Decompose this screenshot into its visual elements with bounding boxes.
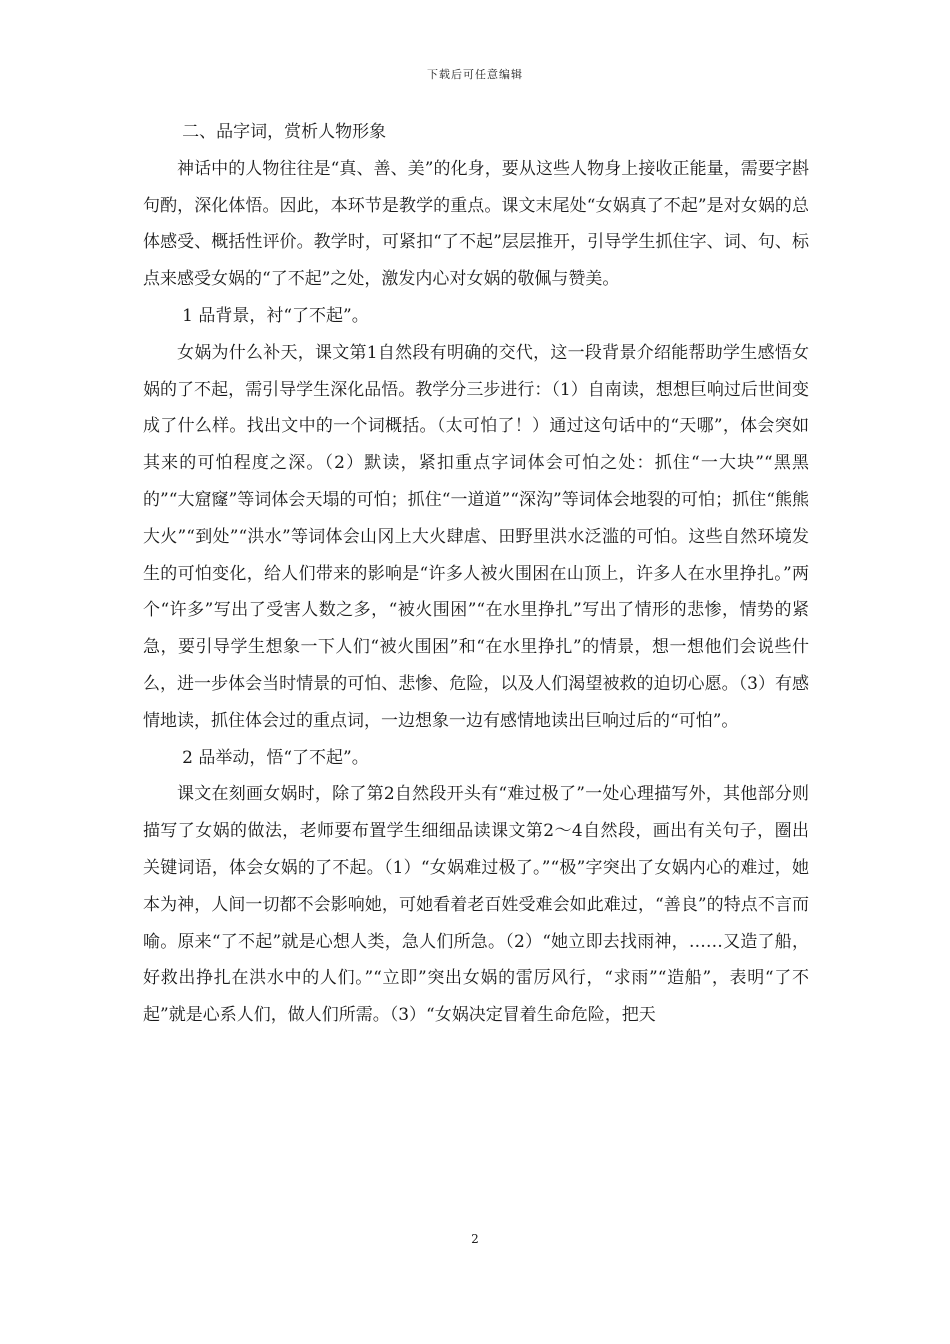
document-body (143, 114, 809, 1034)
section-heading: 二、品字词，赏析人物形象 (182, 122, 387, 142)
paragraph: 课文在刻画女娲时，除了第2自然段开头有“难过极了”一处心理描写外，其他部分则描写了女娲的做法，老师要布置学生细细品读课文第2～4自然段，画出有关句子，圈出关键词语，体会女娲的了不起。（1）“女娲难过极了。”“极”字突出了女娲内心的难过，她本为神，人间一切都不会影响她，可她看着老百姓受难会如此难过，“善良”的特点不言而喻。原来“了不起”就是心想人类，急人们所急。（2）“她立即去找雨神，……又造了船，好救出挣扎在洪水中的人们。”“立即”突出女娲的雷厉风行，“求雨”“造船”，表明“了不起”就是心系人们，做人们所需。（3）“女娲决定冒着生命危险，把天 (143, 784, 809, 1026)
paragraph: 神话中的人物往往是“真、善、美”的化身，要从这些人物身上接收正能量，需要字斟句酌，深化体悟。因此，本环节是教学的重点。课文末尾处“女娲真了不起”是对女娲的总体感受、概括性评价。教学时，可紧扣“了不起”层层推开，引导学生抓住字、词、句、标点来感受女娲的“了不起”之处，激发内心对女娲的敬佩与赞美。 (143, 158, 809, 290)
subsection-heading: 1 品背景，衬“了不起”。 (182, 305, 369, 326)
page-header: 下载后可任意编辑 (427, 68, 523, 81)
page-number: 2 (471, 1232, 479, 1246)
subsection-heading: 2 品举动，悟“了不起”。 (182, 747, 369, 768)
paragraph: 女娲为什么补天，课文第1自然段有明确的交代，这一段背景介绍能帮助学生感悟女娲的了不起，需引导学生深化品悟。教学分三步进行：（1）自南读，想想巨响过后世间变成了什么样。找出文中的一个词概括。（太可怕了！）通过这句话中的“天哪”，体会突如其来的可怕程度之深。（2）默读，紧扣重点字词体会可怕之处：抓住“一大块”“黑黑的”“大窟窿”等词体会天塌的可怕；抓住“一道道”“深沟”等词体会地裂的可怕；抓住“熊熊大火”“到处”“洪水”等词体会山冈上大火肆虐、田野里洪水泛滥的可怕。这些自然环境发生的可怕变化，给人们带来的影响是“许多人被火围困在山顶上，许多人在水里挣扎。”两个“许多”写出了受害人数之多，“被火围困”“在水里挣扎”写出了情形的悲惨，情势的紧急，要引导学生想象一下人们“被火围困”和“在水里挣扎”的情景，想一想他们会说些什么，进一步体会当时情景的可怕、悲惨、危险，以及人们渴望被救的迫切心愿。（3）有感情地读，抓住体会过的重点词，一边想象一边有感情地读出巨响过后的“可怕”。 (143, 342, 809, 731)
